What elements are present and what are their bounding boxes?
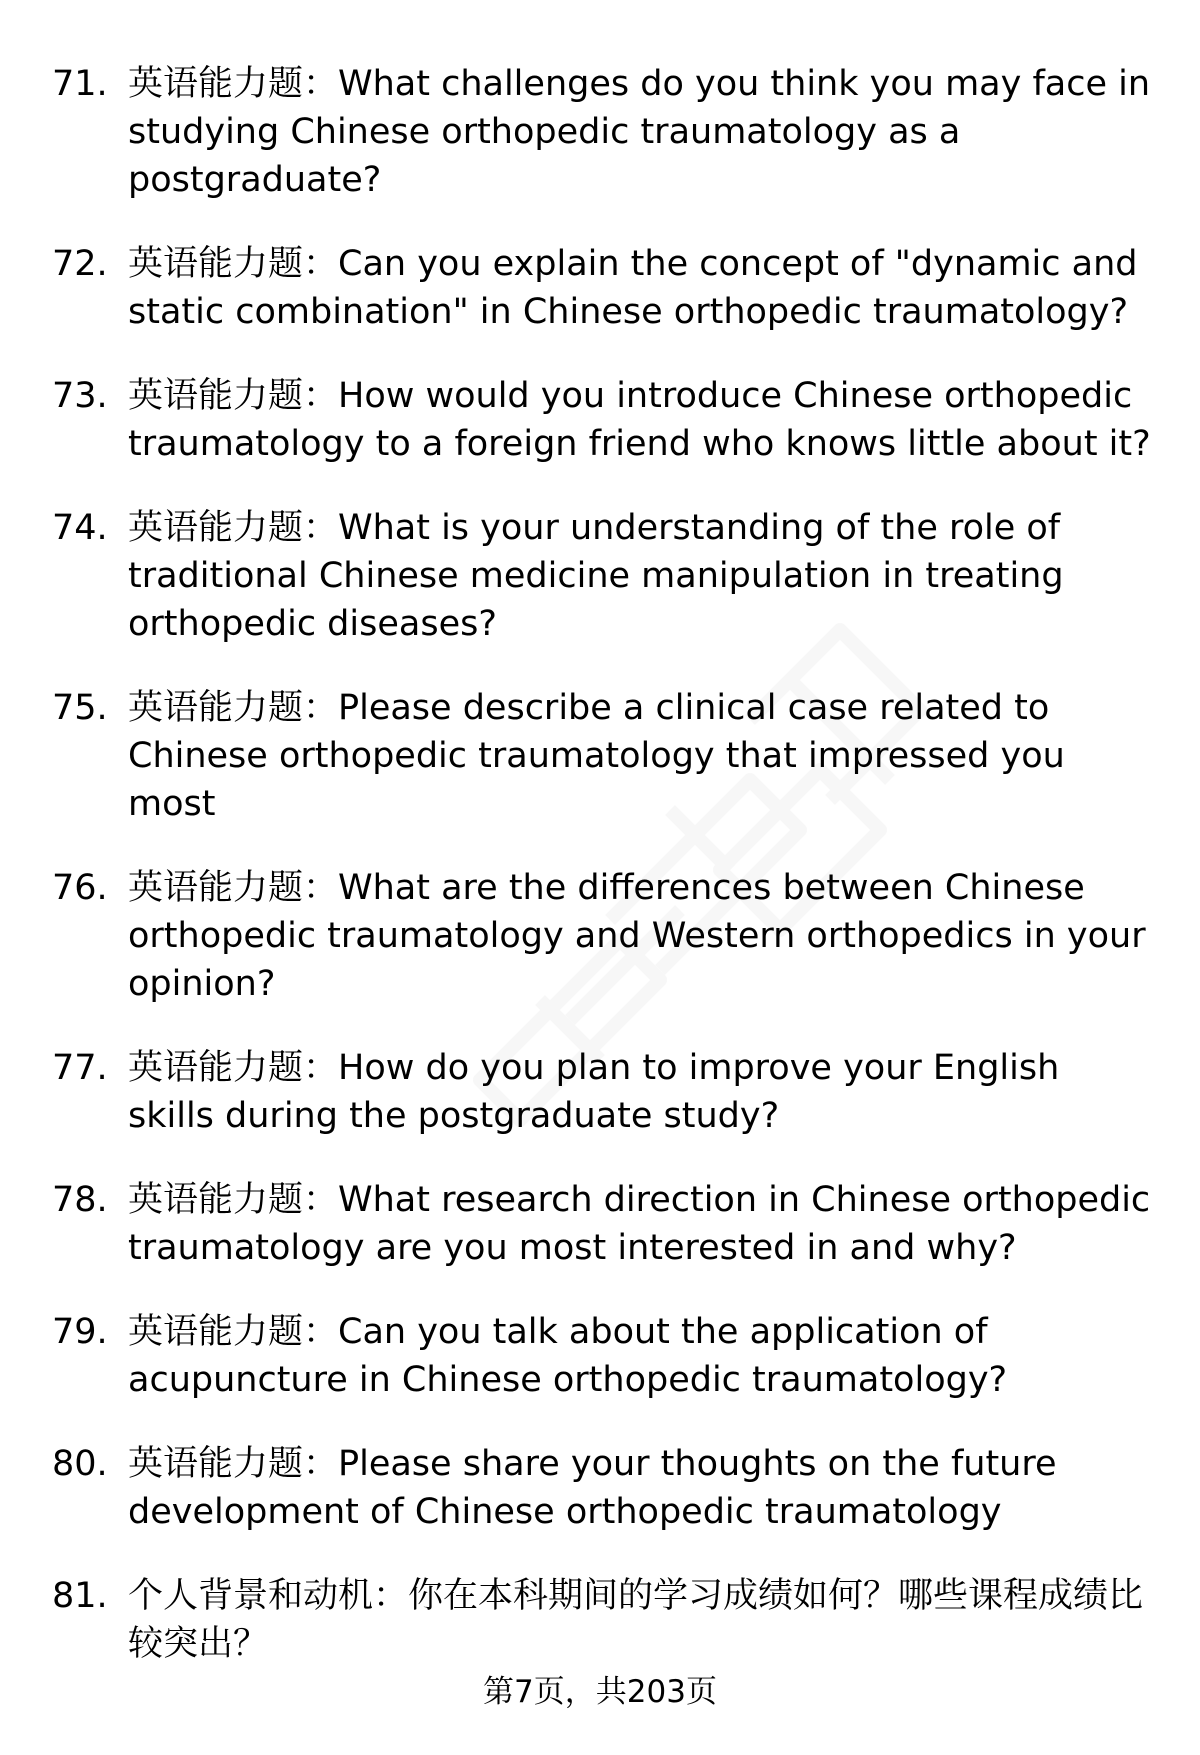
question-item [52,372,1162,468]
question-text: 英语能力题：What is your understanding of the role of traditional Chinese medicine manipulation in treating orthopedic diseases? [128,508,1064,644]
question-item [52,1176,1162,1272]
question-number: 80. [52,1444,108,1484]
question-item [52,1440,1162,1536]
question-number: 81. [52,1576,108,1616]
question-number: 75. [52,688,108,728]
question-item [52,684,1162,828]
question-number: 73. [52,376,108,416]
question-item [52,504,1162,648]
question-list [52,60,1162,1704]
question-text: 英语能力题：What research direction in Chinese orthopedic traumatology are you most interested in and why? [128,1180,1151,1268]
question-number: 77. [52,1048,108,1088]
page-number-footer: 第7页，共203页 [483,1674,717,1710]
question-text: 个人背景和动机：你在本科期间的学习成绩如何？哪些课程成绩比较突出？ [128,1576,1144,1664]
question-number: 78. [52,1180,108,1220]
question-item [52,240,1162,336]
question-text: 英语能力题：What challenges do you think you may face in studying Chinese orthopedic traumatology as a postgraduate? [128,64,1151,200]
question-number: 79. [52,1312,108,1352]
question-text: 英语能力题：Please share your thoughts on the future development of Chinese orthopedic traumatology [128,1444,1057,1532]
question-text: 英语能力题：Can you talk about the application of acupuncture in Chinese orthopedic traumatology? [128,1312,1008,1400]
question-text: 英语能力题：What are the differences between Chinese orthopedic traumatology and Western orthopedics in your opinion? [128,868,1146,1004]
question-text: 英语能力题：How would you introduce Chinese orthopedic traumatology to a foreign friend who knows little about it? [128,376,1151,464]
question-text: 英语能力题：How do you plan to improve your English skills during the postgraduate study? [128,1048,1060,1136]
question-number: 74. [52,508,108,548]
question-text: 英语能力题：Can you explain the concept of "dynamic and static combination" in Chinese orthopedic traumatology? [128,244,1138,332]
question-text: 英语能力题：Please describe a clinical case related to Chinese orthopedic traumatology that impressed you most [128,688,1065,824]
question-item [52,60,1162,204]
question-item [52,1044,1162,1140]
question-number: 71. [52,64,108,104]
question-item [52,864,1162,1008]
question-number: 76. [52,868,108,908]
question-item [52,1308,1162,1404]
question-item [52,1572,1162,1668]
question-number: 72. [52,244,108,284]
